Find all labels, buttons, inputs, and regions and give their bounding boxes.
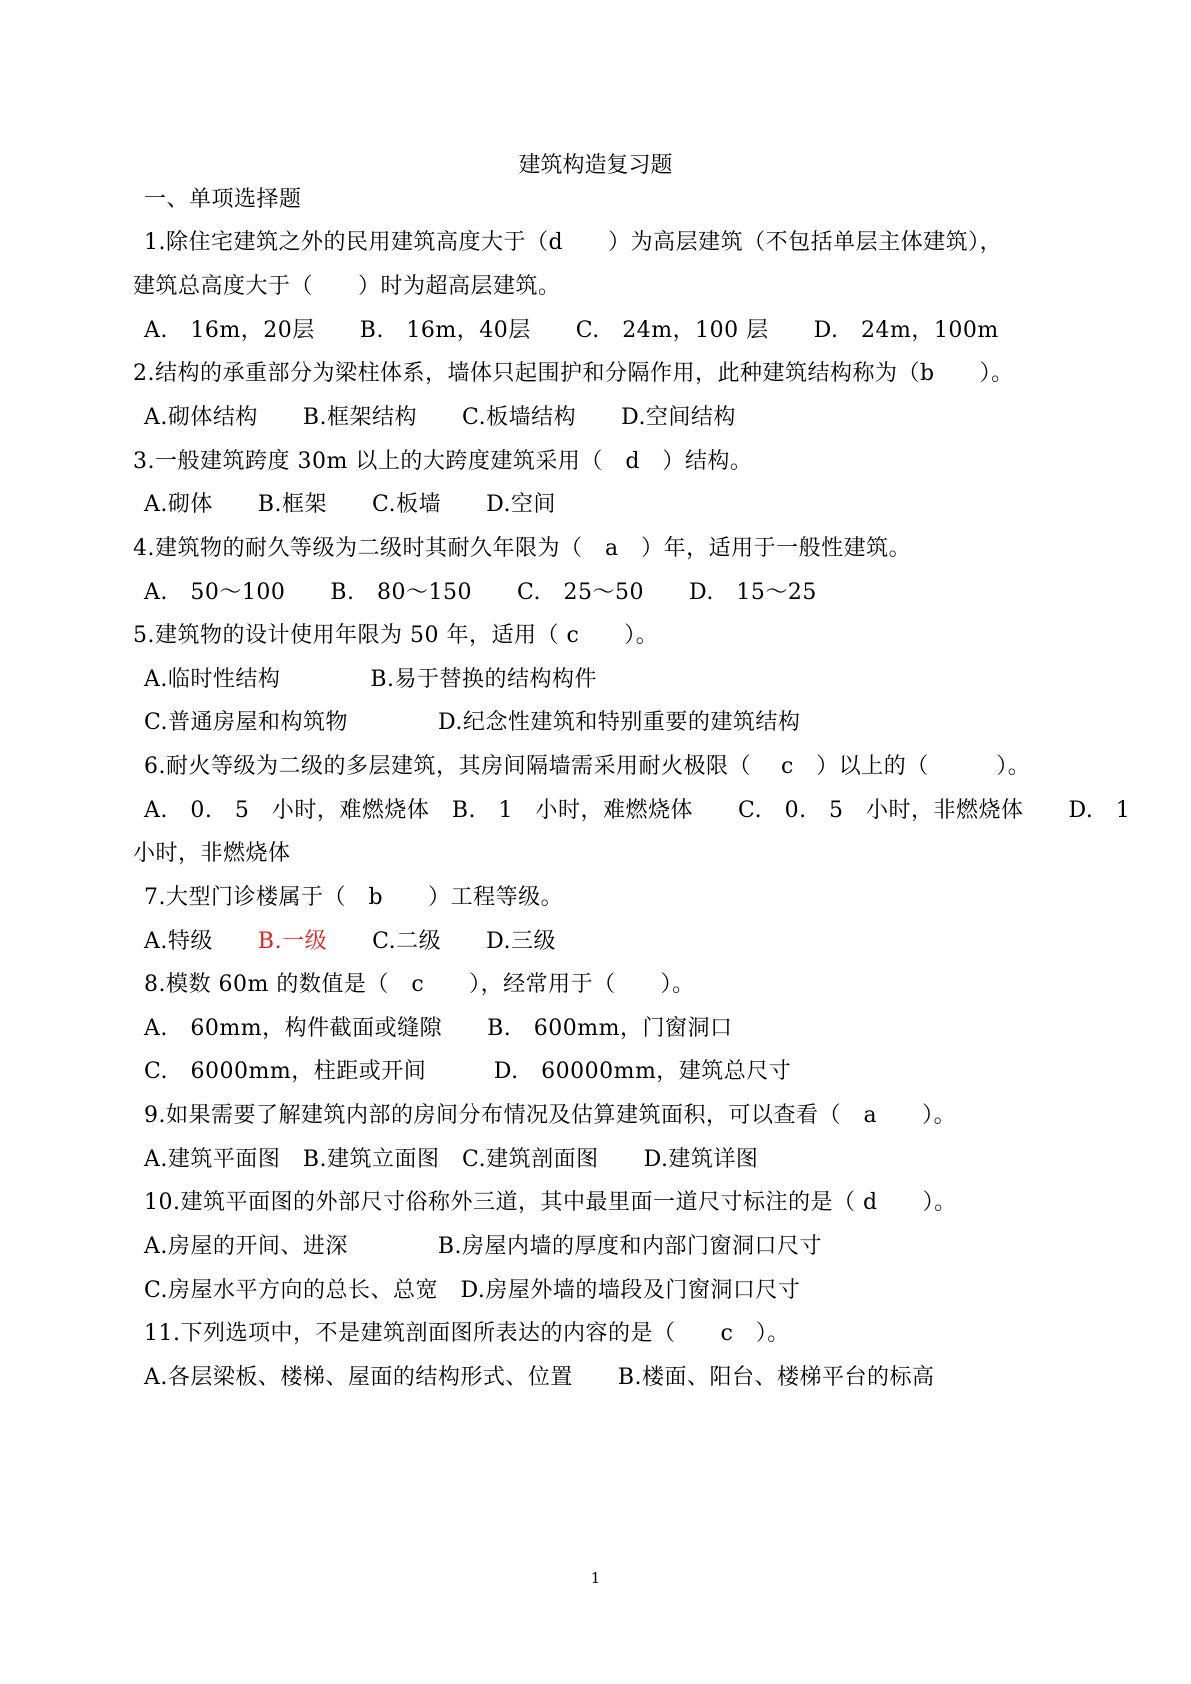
- question-3: 3.一般建筑跨度 30m 以上的大跨度建筑采用（ d ）结构。: [133, 449, 753, 474]
- question-1-line-2: 建筑总高度大于（ ）时为超高层建筑。: [133, 274, 561, 299]
- question-11-options-line-1: A.各层梁板、楼梯、屋面的结构形式、位置 B.楼面、阳台、楼梯平台的标高: [144, 1365, 935, 1390]
- question-8-options-line-2: C. 6000mm，柱距或开间 D. 60000mm，建筑总尺寸: [144, 1059, 792, 1084]
- page-number: 1: [590, 1569, 601, 1587]
- question-10: 10.建筑平面图的外部尺寸俗称外三道，其中最里面一道尺寸标注的是（ d ）。: [144, 1190, 957, 1215]
- q7-option-d: D.三级: [486, 929, 557, 954]
- question-10-options-line-1: A.房屋的开间、进深 B.房屋内墙的厚度和内部门窗洞口尺寸: [144, 1234, 823, 1259]
- question-5: 5.建筑物的设计使用年限为 50 年，适用（ c ）。: [133, 623, 659, 648]
- question-6-options-line-2: 小时，非燃烧体: [133, 841, 291, 866]
- question-1-line-1: 1.除住宅建筑之外的民用建筑高度大于（d ）为高层建筑（不包括单层主体建筑），: [144, 230, 1003, 255]
- question-1-options: A. 16m，20层 B. 16m，40层 C. 24m，100 层 D. 24m，100m: [144, 318, 999, 343]
- question-5-options-line-2: C.普通房屋和构筑物 D.纪念性建筑和特别重要的建筑结构: [144, 710, 801, 735]
- question-9-options: A.建筑平面图 B.建筑立面图 C.建筑剖面图 D.建筑详图: [144, 1147, 759, 1172]
- question-8: 8.模数 60m 的数值是（ c ），经常用于（ ）。: [144, 972, 695, 997]
- document-title: 建筑构造复习题: [518, 153, 673, 178]
- question-7: 7.大型门诊楼属于（ b ）工程等级。: [144, 885, 564, 910]
- question-5-options-line-1: A.临时性结构 B.易于替换的结构构件: [144, 667, 598, 692]
- q7-option-b-highlighted: B.一级: [257, 929, 328, 954]
- question-7-options: [144, 927, 556, 957]
- question-6-options-line-1: A. 0. 5 小时，难燃烧体 B. 1 小时，难燃烧体 C. 0. 5 小时，非燃烧体 D. 1: [144, 798, 1131, 823]
- question-4: 4.建筑物的耐久等级为二级时其耐久年限为（ a ）年，适用于一般性建筑。: [133, 536, 912, 561]
- question-8-options-line-1: A. 60mm，构件截面或缝隙 B. 600mm，门窗洞口: [144, 1016, 733, 1041]
- question-3-options: A.砌体 B.框架 C.板墙 D.空间: [144, 492, 556, 517]
- section-heading: 一、单项选择题: [144, 187, 302, 212]
- question-6: 6.耐火等级为二级的多层建筑，其房间隔墙需采用耐火极限（ c ）以上的（ ）。: [144, 754, 1031, 779]
- question-10-options-line-2: C.房屋水平方向的总长、总宽 D.房屋外墙的墙段及门窗洞口尺寸: [144, 1278, 801, 1303]
- q7-option-c: C.二级: [372, 929, 442, 954]
- question-4-options: A. 50～100 B. 80～150 C. 25～50 D. 15～25: [144, 580, 817, 605]
- q7-option-a: A.特级: [144, 929, 213, 954]
- question-2-options: A.砌体结构 B.框架结构 C.板墙结构 D.空间结构: [144, 405, 736, 430]
- question-11: 11.下列选项中，不是建筑剖面图所表达的内容的是（ c ）。: [144, 1321, 790, 1346]
- question-2: 2.结构的承重部分为梁柱体系，墙体只起围护和分隔作用，此种建筑结构称为（b ）。: [133, 361, 1014, 386]
- question-9: 9.如果需要了解建筑内部的房间分布情况及估算建筑面积，可以查看（ a ）。: [144, 1103, 957, 1128]
